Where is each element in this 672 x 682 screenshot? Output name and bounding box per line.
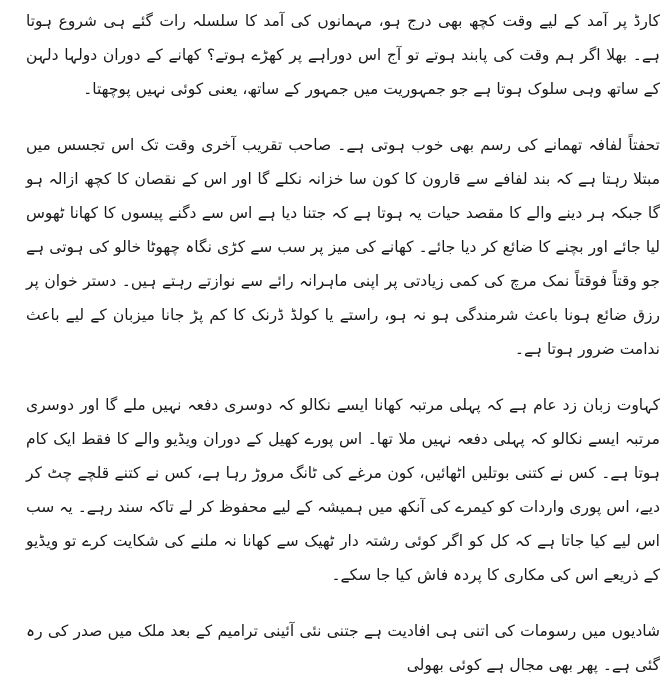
paragraph-3: کہاوت زبان زد عام ہے کہ پہلی مرتبہ کھانا ایسے نکالو کہ دوسری دفعہ نہیں ملے گا اور دوسری مرتبہ ایسے نکالو کہ پہلی دفعہ نہیں ملا تھا۔ اس پورے کھیل کے دوران ویڈیو والے کا فقط ایک کام ہوتا ہے۔ کس نے کتنی بوتلیں اٹھائیں، کون مرغے کی ٹانگ مروڑ رہا ہے، کس نے کتنے قلچے چٹ کر دیے، اس پوری واردات کو کیمرے کی آنکھ میں ہمیشہ کے لیے محفوظ کر لے تاکہ سند رہے۔ یہ سب اس لیے کیا جاتا ہے کہ کل کو اگر کوئی رشتہ دار ٹھیک سے کھانا نہ ملنے کی شکایت کرے تو ویڈیو کے ذریعے اس کی مکاری کا پردہ فاش کیا جا سکے۔	[26, 396, 660, 584]
paragraph-1: کارڈ پر آمد کے لیے وقت کچھ بھی درج ہو، مہمانوں کی آمد کا سلسلہ رات گئے ہی شروع ہوتا ہے۔ بھلا اگر ہم وقت کی پابند ہوتے تو آج اس دوراہے پر کھڑے ہوتے؟ کھانے کے دوران دولہا دلہن کے ساتھ وہی سلوک ہوتا ہے جو جمہوریت میں جمہور کے ساتھ، یعنی کوئی نہیں پوچھتا۔	[26, 12, 660, 98]
paragraph-4: شادیوں میں رسومات کی اتنی ہی افادیت ہے جتنی نئی آئینی ترامیم کے بعد ملک میں صدر کی رہ گئی ہے۔ پھر بھی مجال ہے کوئی بھولی	[26, 622, 660, 674]
paragraph-2: تحفتاً لفافہ تھمانے کی رسم بھی خوب ہوتی ہے۔ صاحب تقریب آخری وقت تک اس تجسس میں مبتلا رہتا ہے کہ بند لفافے سے قارون کا کون سا خزانہ نکلے گا اور اس کے نقصان کا کچھ ازالہ ہو گا جبکہ ہر دینے والے کا مقصد حیات یہ ہوتا ہے کہ جتنا دیا ہے اس سے دگنے پیسوں کا کھانا ٹھوس لیا جائے اور بچنے کا ضائع کر دیا جائے۔ کھانے کی میز پر سب سے کڑی نگاہ چھوٹا خالو کی ہوتی ہے جو وقتاً فوقتاً نمک مرچ کی کمی زیادتی پر اپنی ماہرانہ رائے سے نوازتے رہتے ہیں۔ دستر خوان پر رزق ضائع ہونا باعث شرمندگی ہو نہ ہو، راستے یا کولڈ ڈرنک کا کم پڑ جانا میزبان کے لیے باعث ندامت ضرور ہوتا ہے۔	[26, 136, 661, 358]
